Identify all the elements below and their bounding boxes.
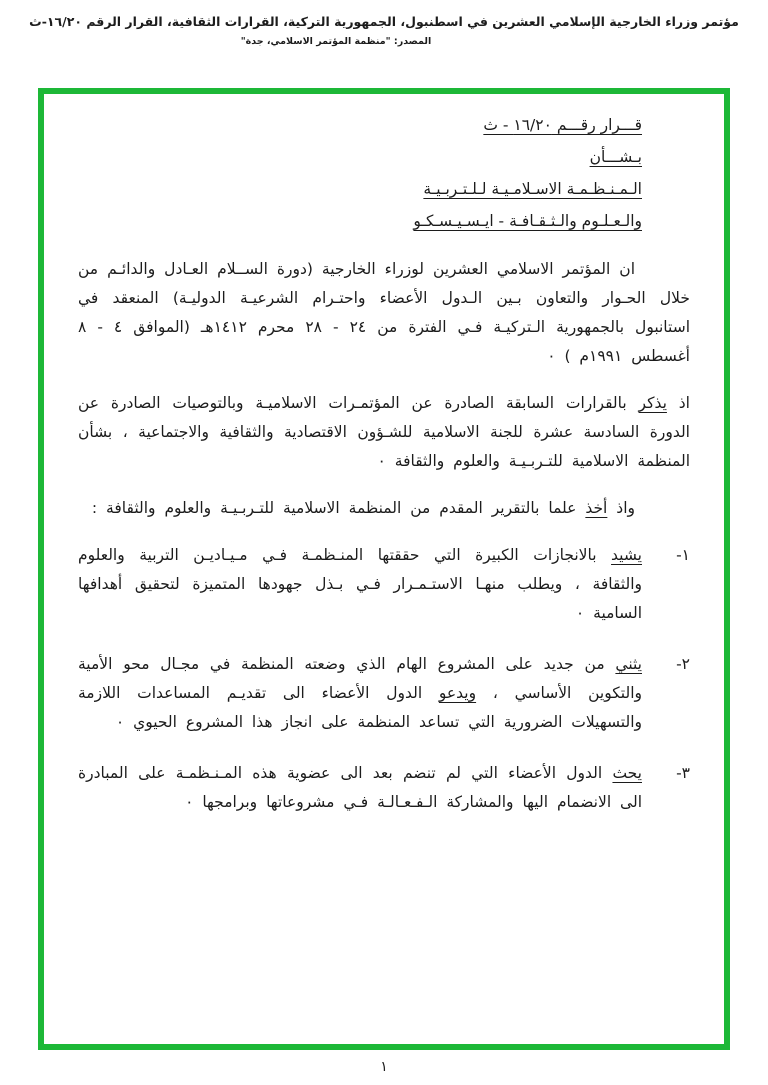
- item-text: [78, 650, 642, 737]
- underlined-word: يثني: [615, 655, 642, 673]
- header-citation: مؤتمر وزراء الخارجية الإسلامي العشرين في اسطنبول، الجمهورية التركية، القرارات الثقافية، القرار الرقم ١٦/٢٠-ث: [29, 14, 739, 29]
- item-number: ١-: [676, 546, 690, 564]
- item-text: [78, 759, 642, 817]
- recall-paragraph: [78, 389, 690, 476]
- resolution-title-line3: [78, 178, 642, 201]
- underlined-word: ويدعو: [438, 684, 477, 702]
- underlined-word: يذكر: [638, 394, 667, 412]
- paragraph-segment: الدول الأعضاء الى تقديـم المساعدات اللازمة والتسهيلات الضرورية التي تساعد المنظمة على انجاز هذا المشروع الحيوي ٠: [78, 684, 642, 731]
- paragraph-segment: من جديد على المشروع الهام الذي وضعته المنظمة في مجـال محو الأمية والتكوين الأساسي ،: [78, 655, 642, 702]
- resolution-title-line2: [78, 146, 642, 169]
- page-number: ١: [380, 1059, 388, 1075]
- paragraph-segment: واذ: [607, 499, 635, 517]
- paragraph-segment: اذ: [666, 394, 690, 412]
- item-text: [78, 541, 642, 628]
- resolution-title-line1: [78, 114, 642, 137]
- resolution-item-1: [78, 541, 690, 628]
- underlined-word: يحث: [612, 764, 642, 782]
- paragraph-segment: بالانجازات الكبيرة التي حققتها المنـظمـة فـي مـيـاديـن التربية والعلوم والثقافة ، ويطلب منهـا الاستـمـرار فـي بـذل جهودها المتميزة لتحقيق أهدافها السامية ٠: [78, 546, 642, 622]
- underlined-word: يشيد: [611, 546, 642, 564]
- underlined-word: أخذ: [585, 499, 608, 517]
- title-text: الـمـنـظـمـة الاسـلامـيـة لـلـتـربـيـة: [423, 180, 642, 198]
- noting-paragraph: [78, 494, 690, 523]
- title-text: بـشـــأن: [589, 148, 642, 166]
- paragraph-segment: بالقرارات السابقة الصادرة عن المؤتمـرات الاسلاميـة وبالتوصيات الصادرة عن الدورة السادسة عشرة للجنة الاسلامية للشـؤون الاقتصادية والثقافية والاجتماعية ، بشأن المنظمة الاسلامية للتـربـيـة والعلوم والثقافة ٠: [78, 394, 690, 470]
- green-frame: [38, 88, 730, 1050]
- paragraph-segment: الدول الأعضاء التي لم تنضم بعد الى عضوية هذه المـنـظمـة على المبادرة الى الانضمام اليها والمشاركة الـفـعـالـة فـي مشروعاتها وبرامجها ٠: [78, 764, 642, 811]
- resolution-title-line4: [78, 210, 642, 233]
- resolution-items: [78, 541, 690, 817]
- preamble-paragraph: [78, 255, 690, 371]
- resolution-title: [78, 114, 690, 233]
- item-number: ٣-: [676, 764, 690, 782]
- header-source: المصدر: "منظمة المؤتمر الاسلامي، جدة": [240, 36, 432, 47]
- title-text: والـعـلـوم والـثـقـافـة - ايـسـيـسـكـو: [413, 212, 642, 230]
- document-header: [0, 0, 768, 47]
- resolution-item-3: [78, 759, 690, 817]
- title-text: قـــرار رقـــم ١٦/٢٠ - ث: [483, 116, 642, 134]
- item-number: ٢-: [676, 655, 690, 673]
- paragraph-segment: ان المؤتمر الاسلامي العشرين لوزراء الخارجية (دورة الســلام العـادل والدائـم من خلال الحـوار والتعاون بـين الـدول الأعضاء واحتـرام الشرعيـة الدوليـة) المنعقد في استانبول بالجمهورية الـتركيـة فـي الفترة من ٢٤ - ٢٨ محرم ١٤١٢هـ (الموافق ٤ - ٨ أغسطس ١٩٩١م ) ٠: [78, 260, 691, 365]
- paragraph-segment: علما بالتقرير المقدم من المنظمة الاسلامية للتـربـيـة والعلوم والثقافة :: [91, 499, 586, 517]
- resolution-item-2: [78, 650, 690, 737]
